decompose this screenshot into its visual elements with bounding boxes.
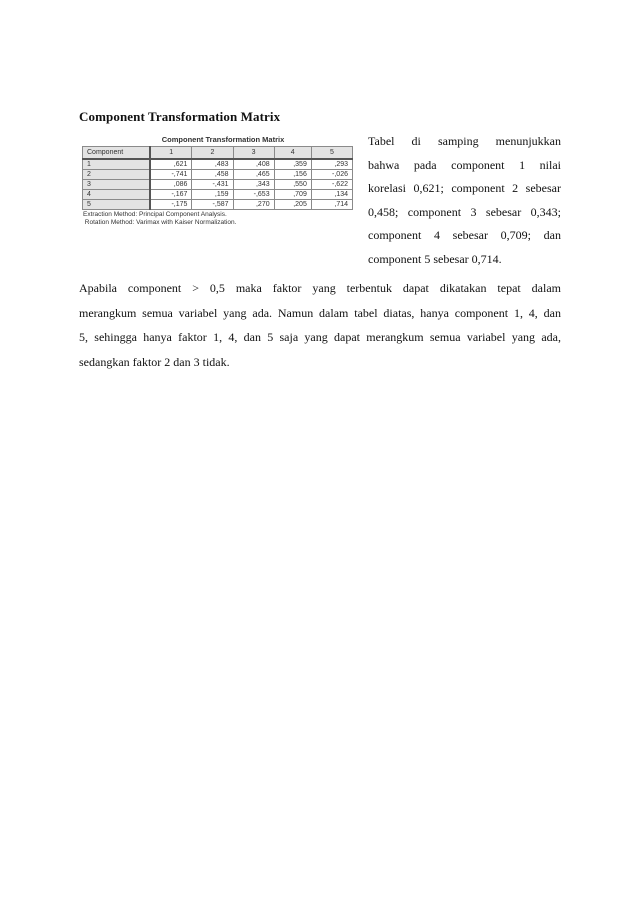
table-cell: -,026 [311,170,352,180]
column-header: 4 [274,147,311,160]
table-row [83,159,353,170]
text-line: Tabel di samping menunjukkan [368,134,561,148]
text-line: merangkum semua variabel yang ada. Namun dalam tabel diatas, hanya component 1, 4, dan [79,305,561,320]
table-title: Component Transformation Matrix [161,135,285,144]
text-line: bahwa pada component 1 nilai [368,157,561,172]
table-cell: ,458 [192,170,233,180]
table-row [83,180,353,190]
text-line: component 4 sebesar 0,709; dan [368,228,561,242]
column-header: 3 [233,147,274,160]
text-line: korelasi 0,621; component 2 sebesar [368,181,561,195]
column-header-component: Component [83,147,151,160]
table-row [83,200,353,210]
table-row [83,170,353,180]
table-cell: ,621 [150,159,192,170]
table-cell: ,134 [311,190,352,200]
column-header: 1 [150,147,192,160]
column-header: 2 [192,147,233,160]
row-label: 3 [83,180,151,190]
table-cell: ,086 [150,180,192,190]
text-line: Apabila component > 0,5 maka faktor yang terbentuk dapat dikatakan tepat dalam [79,281,561,295]
table-cell: -,175 [150,200,192,210]
table-header-row [83,147,353,160]
table-cell: ,293 [311,159,352,170]
row-label: 5 [83,200,151,210]
table-cell: ,709 [274,190,311,200]
body-paragraph [79,276,561,374]
column-header: 5 [311,147,352,160]
table-row [83,190,353,200]
table-cell: ,483 [192,159,233,170]
table-cell: ,343 [233,180,274,190]
row-label: 1 [83,159,151,170]
table-cell: -,167 [150,190,192,200]
text-line: 0,458; component 3 sebesar 0,343; [368,204,561,219]
table-footnotes [83,211,354,227]
table-cell: ,408 [233,159,274,170]
table-cell: ,270 [233,200,274,210]
table-cell: ,159 [192,190,233,200]
table-cell: ,714 [311,200,352,210]
row-label: 4 [83,190,151,200]
section-heading: Component Transformation Matrix [79,109,281,124]
footnote-rotation: Rotation Method: Varimax with Kaiser Normalization. [83,219,237,226]
table-cell: ,156 [274,170,311,180]
component-transformation-matrix [82,146,353,210]
table-cell: ,465 [233,170,274,180]
table-cell: -,741 [150,170,192,180]
table-cell: ,359 [274,159,311,170]
table-cell: ,205 [274,200,311,210]
row-label: 2 [83,170,151,180]
spss-output-table [82,134,354,227]
table-cell: -,587 [192,200,233,210]
footnote-extraction: Extraction Method: Principal Component Analysis. [83,211,227,218]
table-cell: -,622 [311,180,352,190]
table-cell: ,550 [274,180,311,190]
table-cell: -,431 [192,180,233,190]
text-line: sedangkan faktor 2 dan 3 tidak. [79,354,230,369]
table-cell: -,653 [233,190,274,200]
text-line: 5, sehingga hanya faktor 1, 4, dan 5 saja yang dapat merangkum semua variabel yang ada, [79,330,561,344]
text-line: component 5 sebesar 0,714. [368,251,502,266]
side-paragraph [368,130,561,271]
